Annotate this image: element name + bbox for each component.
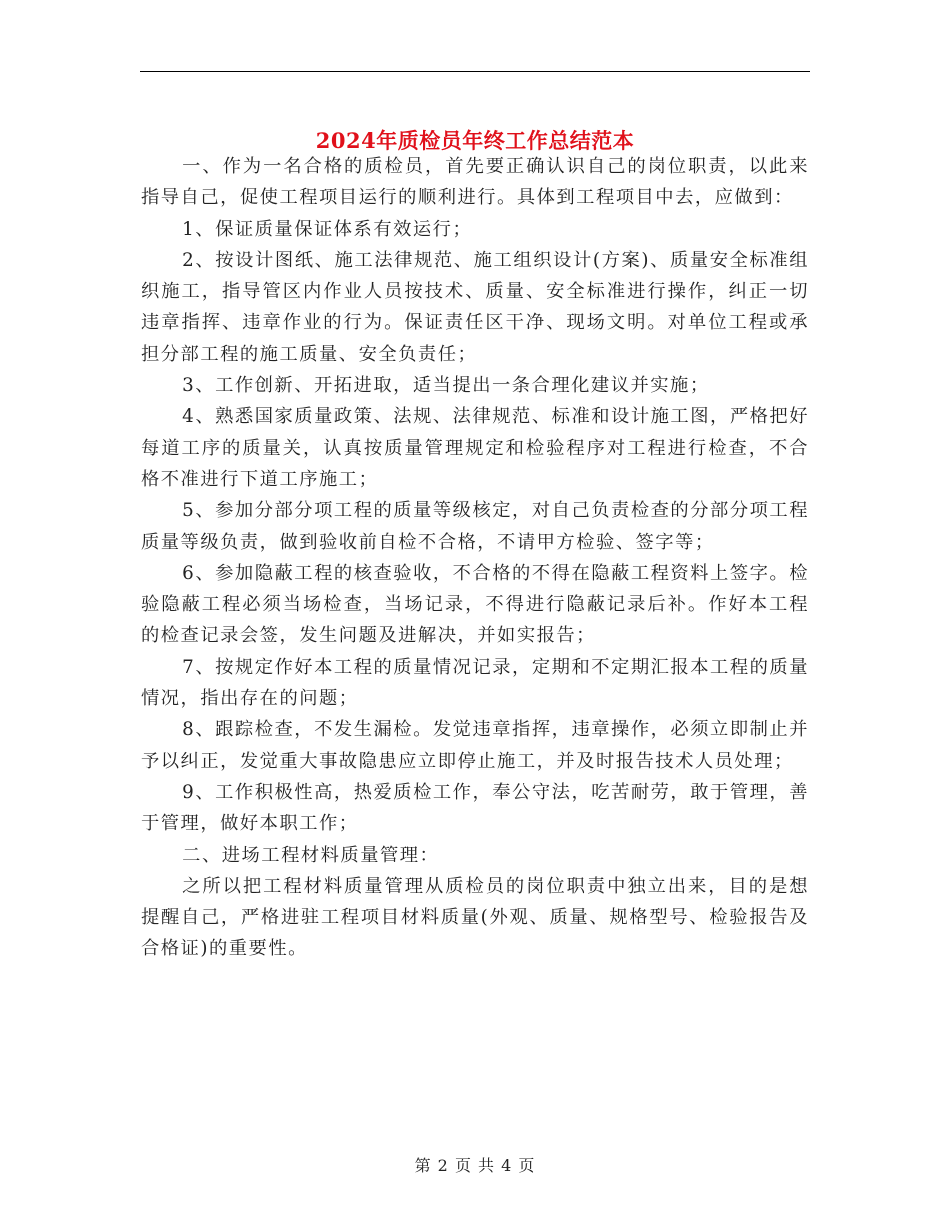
- paragraph-section-two: 二、进场工程材料质量管理：: [182, 844, 440, 866]
- paragraph-item-6: 6、参加隐蔽工程的核查验收，不合格的不得在隐蔽工程资料上签字。检验隐蔽工程必须当场检查，当场记录，不得进行隐蔽记录后补。作好本工程的检查记录会签，发生问题及进解决，并如实报告；: [141, 562, 809, 647]
- header-rule: [140, 71, 810, 72]
- paragraph-item-9: 9、工作积极性高，热爱质检工作，奉公守法，吃苦耐劳，敢于管理，善于管理，做好本职工作；: [141, 781, 809, 835]
- paragraph-item-2: 2、按设计图纸、施工法律规范、施工组织设计(方案)、质量安全标准组织施工，指导管区内作业人员按技术、质量、安全标准进行操作，纠正一切违章指挥、违章作业的行为。保证责任区干净、现场文明。对单位工程或承担分部工程的施工质量、安全负责任；: [141, 249, 809, 365]
- paragraph-item-3: 3、工作创新、开拓进取，适当提出一条合理化建议并实施；: [182, 375, 710, 397]
- paragraph-item-7: 7、按规定作好本工程的质量情况记录，定期和不定期汇报本工程的质量情况，指出存在的问题；: [141, 656, 809, 710]
- paragraph-item-5: 5、参加分部分项工程的质量等级核定，对自己负责检查的分部分项工程质量等级负责，做到验收前自检不合格，不请甲方检验、签字等；: [141, 500, 809, 553]
- paragraph-item-8: 8、跟踪检查，不发生漏检。发觉违章指挥，违章操作，必须立即制止并予以纠正，发觉重大事故隐患应立即停止施工，并及时报告技术人员处理；: [141, 719, 809, 772]
- paragraph-item-4: 4、熟悉国家质量政策、法规、法律规范、标准和设计施工图，严格把好每道工序的质量关，认真按质量管理规定和检验程序对工程进行检查，不合格不准进行下道工序施工；: [141, 406, 809, 490]
- page-footer: 第 2 页 共 4 页: [414, 1156, 536, 1175]
- paragraph-item-1: 1、保证质量保证体系有效运行；: [182, 218, 473, 240]
- document-title: 2024年质检员年终工作总结范本: [315, 128, 635, 154]
- paragraph-section-one: 一、作为一名合格的质检员，首先要正确认识自己的岗位职责，以此来指导自己，促使工程项目运行的顺利进行。具体到工程项目中去，应做到：: [141, 156, 809, 209]
- document-body: [141, 151, 809, 965]
- paragraph-materials: 之所以把工程材料质量管理从质检员的岗位职责中独立出来，目的是想提醒自己，严格进驻工程项目材料质量(外观、质量、规格型号、检验报告及合格证)的重要性。: [141, 875, 809, 960]
